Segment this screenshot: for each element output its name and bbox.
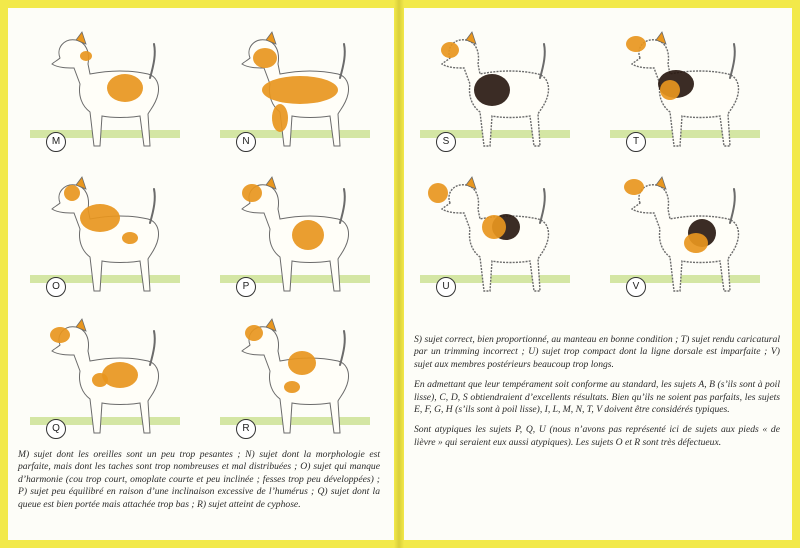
- left-caption: [18, 449, 380, 519]
- figure-q: [20, 305, 190, 445]
- tan-patch: [660, 80, 680, 100]
- dog-tail: [730, 189, 735, 223]
- tan-patch: [80, 204, 120, 232]
- caption-s-to-v: S) sujet correct, bien proportionné, au manteau en bonne condition ; T) sujet rendu caricatural par un trimming incorrect ; U) sujet trop compact dont la ligne dorsale est imparfaite ; V) sujet aux membres postérieurs beaucoup trop longs.: [414, 334, 780, 370]
- tan-patch: [242, 184, 262, 202]
- figure-p: [210, 163, 380, 303]
- black-patch: [474, 74, 510, 106]
- terrier-illustration: [210, 305, 380, 445]
- tan-patch: [441, 42, 459, 58]
- caption-m-to-r: M) sujet dont les oreilles sont un peu trop pesantes ; N) sujet dont la morphologie est parfaite, mais dont les taches sont trop nombreuses et mal distribuées ; O) sujet qui manque d’harmonie (cou trop court, omoplate courte et peu inclinée ; fesses trop peu développées) ; P) sujet peu équilibré en raison d’une inclinaison excessive de l’humérus ; Q) sujet dont la queue est bien portée mais attachée trop bas ; R) sujet atteint de cyphose.: [18, 449, 380, 510]
- right-captions: [414, 334, 780, 457]
- dog-tail: [340, 44, 345, 78]
- terrier-illustration: [600, 18, 770, 158]
- figure-m: [20, 18, 190, 158]
- tan-patch: [428, 183, 448, 203]
- figure-t: [600, 18, 770, 158]
- dog-tail: [150, 331, 155, 365]
- figure-label-badge: R: [236, 419, 256, 439]
- figure-s: [410, 18, 580, 158]
- book-gutter: [394, 0, 404, 548]
- tan-patch: [288, 351, 316, 375]
- tan-patch: [482, 215, 506, 239]
- figure-label-badge: N: [236, 132, 256, 152]
- tan-patch: [684, 233, 708, 253]
- terrier-illustration: [410, 163, 580, 303]
- figure-label-badge: T: [626, 132, 646, 152]
- figure-r: [210, 305, 380, 445]
- tan-patch: [245, 325, 263, 341]
- tan-patch: [624, 179, 644, 195]
- figure-o: [20, 163, 190, 303]
- dog-tail: [150, 44, 155, 78]
- dog-tail: [540, 44, 545, 78]
- terrier-illustration: [20, 18, 190, 158]
- terrier-illustration: [210, 163, 380, 303]
- terrier-illustration: [20, 305, 190, 445]
- tan-patch: [284, 381, 300, 393]
- figure-label-badge: V: [626, 277, 646, 297]
- tan-patch: [262, 76, 338, 104]
- tan-patch: [80, 51, 92, 61]
- tan-patch: [122, 232, 138, 244]
- figure-n: [210, 18, 380, 158]
- dog-tail: [540, 189, 545, 223]
- figure-v: [600, 163, 770, 303]
- figure-label-badge: M: [46, 132, 66, 152]
- figure-label-badge: U: [436, 277, 456, 297]
- figure-label-badge: Q: [46, 419, 66, 439]
- figure-u: [410, 163, 580, 303]
- dog-tail: [340, 189, 345, 223]
- figure-label-badge: P: [236, 277, 256, 297]
- tan-patch: [64, 185, 80, 201]
- dog-tail: [730, 44, 735, 78]
- tan-patch: [272, 104, 288, 132]
- caption-atypical: Sont atypiques les sujets P, Q, U (nous n’avons pas représenté ici de sujets aux pieds « de lièvre » qui seraient eux aussi atypiques). Les sujets O et R sont très défectueux.: [414, 424, 780, 448]
- figure-label-badge: O: [46, 277, 66, 297]
- figure-label-badge: S: [436, 132, 456, 152]
- terrier-illustration: [410, 18, 580, 158]
- tan-patch: [292, 220, 324, 250]
- terrier-illustration: [210, 18, 380, 158]
- tan-patch: [107, 74, 143, 102]
- dog-tail: [150, 189, 155, 223]
- tan-patch: [50, 327, 70, 343]
- caption-evaluation: En admettant que leur tempérament soit conforme au standard, les sujets A, B (s’ils sont à poil lisse), C, D, S obtiendraient d’excellents résultats. Bien qu’ils ne soient pas parfaits, les sujets E, F, G, H (s’ils sont à poil lisse), I, L, M, N, T, V doivent être considérés typiques.: [414, 379, 780, 416]
- tan-patch: [102, 362, 138, 388]
- tan-patch: [92, 373, 108, 387]
- terrier-illustration: [20, 163, 190, 303]
- tan-patch: [253, 48, 277, 68]
- tan-patch: [626, 36, 646, 52]
- terrier-illustration: [600, 163, 770, 303]
- dog-tail: [340, 331, 345, 365]
